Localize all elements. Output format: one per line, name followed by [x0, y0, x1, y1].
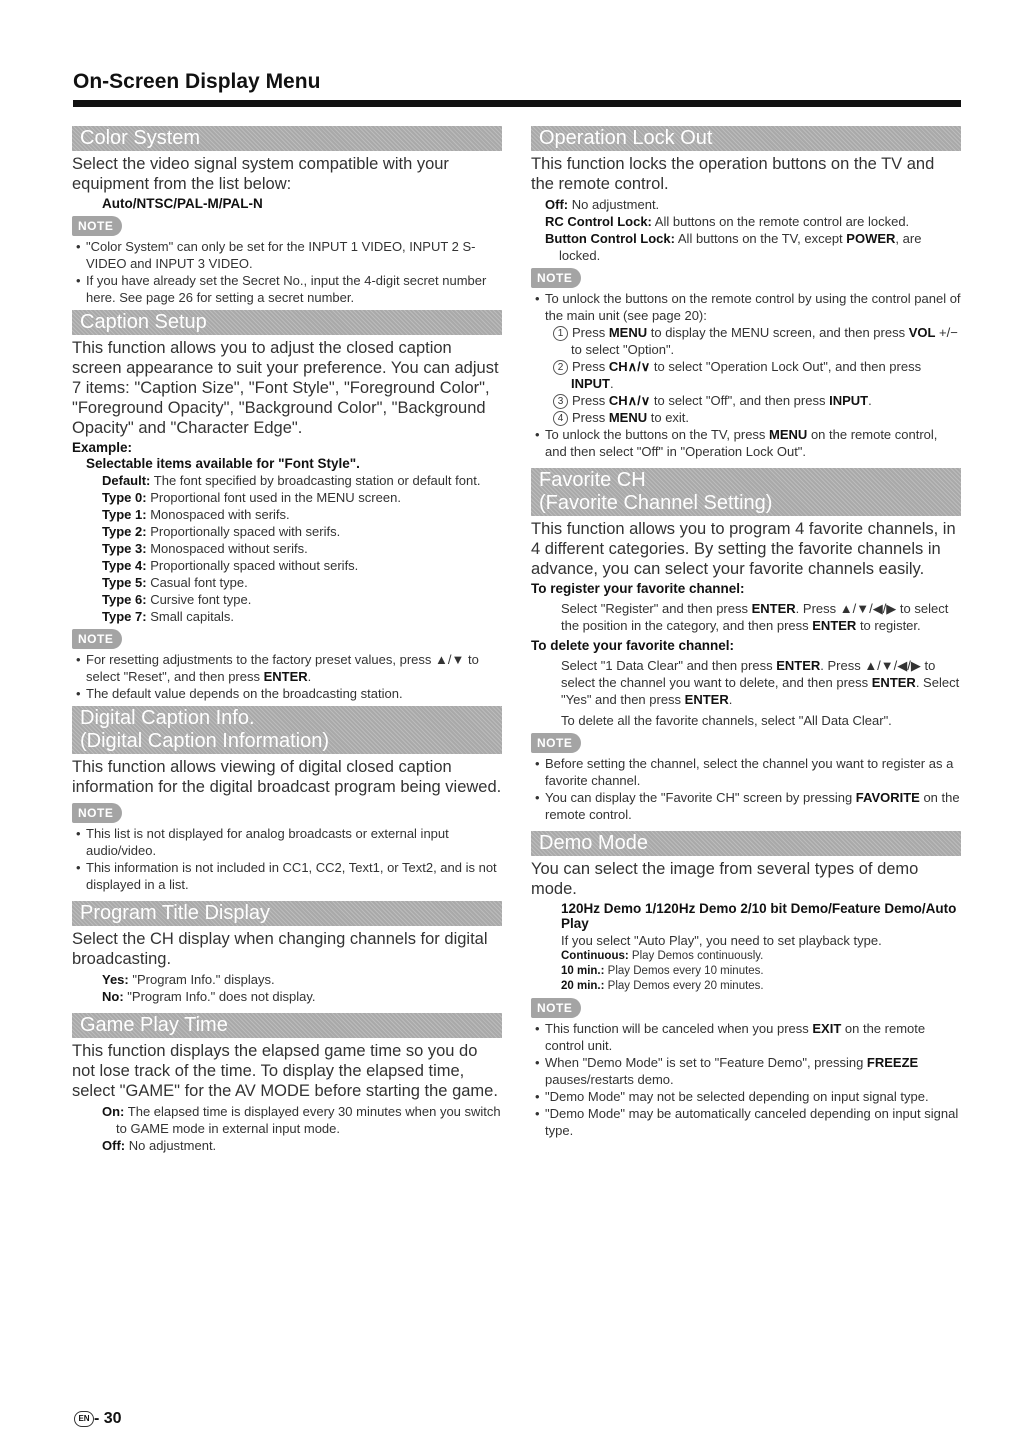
- program-title-item: No: "Program Info." does not display.: [102, 989, 316, 1004]
- favorite-note-2: • You can display the "Favorite CH" screen by pressing FAVORITE on the remote control.: [531, 789, 961, 823]
- font-style-item: Type 7: Small capitals.: [102, 609, 234, 624]
- font-style-item: Type 3: Monospaced without serifs.: [102, 541, 308, 556]
- color-system-note-2: • If you have already set the Secret No., input the 4-digit secret number here. See page 26 for setting a secret number.: [72, 272, 502, 306]
- demo-item: Continuous: Play Demos continuously.: [561, 950, 764, 962]
- operation-lock-step: 2 Press CH∧/∨ to select "Operation Lock Out", and then press INPUT.: [531, 358, 961, 392]
- note-badge: NOTE: [72, 216, 122, 236]
- digital-caption-intro: This function allows viewing of digital closed caption information for the digital broadcast program being viewed.: [72, 758, 502, 796]
- game-play-item: Off: No adjustment.: [102, 1138, 217, 1153]
- note-badge: NOTE: [72, 803, 122, 823]
- favorite-banner: [531, 468, 961, 516]
- digital-caption-note-1: • This list is not displayed for analog broadcasts or external input audio/video.: [72, 825, 502, 859]
- note-badge: NOTE: [531, 733, 581, 753]
- program-title-banner: [72, 901, 502, 926]
- note-badge: NOTE: [531, 998, 581, 1018]
- note-badge: NOTE: [531, 268, 581, 288]
- digital-caption-subtitle: (Digital Caption Information): [80, 730, 329, 752]
- font-style-item: Type 2: Proportionally spaced with serifs.: [102, 524, 341, 539]
- caption-example-label: Example:: [72, 440, 133, 455]
- font-style-item: Default: The font specified by broadcasting station or default font.: [102, 473, 481, 488]
- color-system-intro: Select the video signal system compatible with your equipment from the list below:: [72, 155, 449, 193]
- demo-note-2: • When "Demo Mode" is set to "Feature Demo", pressing FREEZE pauses/restarts demo.: [531, 1054, 961, 1088]
- color-system-note-1: • "Color System" can only be set for the INPUT 1 VIDEO, INPUT 2 S-VIDEO and INPUT 3 VIDEO.: [72, 238, 502, 272]
- font-style-item: Type 1: Monospaced with serifs.: [102, 507, 290, 522]
- demo-item: 10 min.: Play Demos every 10 minutes.: [561, 965, 764, 977]
- digital-caption-note-2: • This information is not included in CC1, CC2, Text1, or Text2, and is not displayed in a list.: [72, 859, 502, 893]
- right-column: [531, 126, 961, 1139]
- caption-selectable-label: Selectable items available for "Font Style".: [86, 456, 360, 471]
- demo-item: 20 min.: Play Demos every 20 minutes.: [561, 980, 764, 992]
- caption-setup-intro: This function allows you to adjust the closed caption screen appearance to suit your preference. You can adjust 7 items: "Caption Size", "Font Style", "Foreground Color", "Foreground Opacity", "Background Color", "Background Opacity" and "Character Edge".: [72, 339, 499, 437]
- favorite-register-label: To register your favorite channel:: [531, 581, 745, 596]
- header-rule: [73, 100, 961, 107]
- font-style-item: Type 4: Proportionally spaced without serifs.: [102, 558, 359, 573]
- favorite-delete-label: To delete your favorite channel:: [531, 638, 735, 653]
- favorite-note-1: • Before setting the channel, select the channel you want to register as a favorite channel.: [531, 755, 961, 789]
- program-title-item: Yes: "Program Info." displays.: [102, 972, 275, 987]
- favorite-delete-text: Select "1 Data Clear" and then press ENTER. Press ▲/▼/◀/▶ to select the channel you want to delete, and then press ENTER. Select "Yes" and then press ENTER.: [561, 658, 960, 707]
- demo-note-1: • This function will be canceled when you press EXIT on the remote control unit.: [531, 1020, 961, 1054]
- favorite-intro: This function allows you to program 4 favorite channels, in 4 different categories. By setting the favorite channels in advance, you can select your favorite channels easily.: [531, 520, 956, 578]
- operation-lock-title: Operation Lock Out: [539, 127, 713, 149]
- page-number: EN - 30: [74, 1410, 122, 1428]
- digital-caption-title: Digital Caption Info.: [80, 707, 255, 729]
- game-play-item: On: The elapsed time is displayed every 30 minutes when you switch to GAME mode in external input mode.: [102, 1104, 501, 1136]
- operation-lock-note-2: • To unlock the buttons on the TV, press MENU on the remote control, and then select "Off" in "Operation Lock Out".: [531, 426, 961, 460]
- page-header-title: On-Screen Display Menu: [73, 70, 321, 93]
- color-system-title: Color System: [80, 127, 201, 149]
- program-title-intro: Select the CH display when changing channels for digital broadcasting.: [72, 930, 488, 968]
- demo-banner: [531, 831, 961, 856]
- demo-note-4: • "Demo Mode" may be automatically canceled depending on input signal type.: [531, 1105, 961, 1139]
- demo-intro: You can select the image from several types of demo mode.: [531, 860, 919, 898]
- color-system-banner: [72, 126, 502, 151]
- operation-lock-item: RC Control Lock: All buttons on the remote control are locked.: [545, 214, 910, 229]
- operation-lock-step: 4 Press MENU to exit.: [531, 409, 961, 426]
- operation-lock-banner: [531, 126, 961, 151]
- favorite-register-text: Select "Register" and then press ENTER. Press ▲/▼/◀/▶ to select the position in the category, and then press ENTER to register.: [561, 601, 949, 633]
- favorite-title: Favorite CH: [539, 469, 646, 491]
- demo-options: 120Hz Demo 1/120Hz Demo 2/10 bit Demo/Feature Demo/Auto Play: [561, 901, 957, 931]
- program-title-title: Program Title Display: [80, 902, 271, 924]
- caption-note-1: • For resetting adjustments to the factory preset values, press ▲/▼ to select "Reset", and then press ENTER.: [72, 651, 502, 685]
- operation-lock-step: 1 Press MENU to display the MENU screen, and then press VOL +/− to select "Option".: [531, 324, 961, 358]
- operation-lock-intro: This function locks the operation buttons on the TV and the remote control.: [531, 155, 935, 193]
- digital-caption-banner: [72, 706, 502, 754]
- font-style-item: Type 6: Cursive font type.: [102, 592, 252, 607]
- game-play-title: Game Play Time: [80, 1014, 228, 1036]
- game-play-banner: [72, 1013, 502, 1038]
- caption-setup-title: Caption Setup: [80, 311, 207, 333]
- favorite-delete-all: To delete all the favorite channels, select "All Data Clear".: [561, 713, 892, 728]
- caption-setup-banner: [72, 310, 502, 335]
- demo-auto-play: If you select "Auto Play", you need to set playback type.: [561, 933, 882, 948]
- left-column: [72, 126, 502, 1154]
- operation-lock-item: Button Control Lock: All buttons on the TV, except POWER, are locked.: [545, 231, 922, 263]
- game-play-intro: This function displays the elapsed game time so you do not lose track of the time. To display the elapsed time, select "GAME" for the AV MODE before starting the game.: [72, 1042, 498, 1100]
- note-badge: NOTE: [72, 629, 122, 649]
- demo-note-3: • "Demo Mode" may not be selected depending on input signal type.: [531, 1088, 961, 1105]
- favorite-subtitle: (Favorite Channel Setting): [539, 492, 773, 514]
- caption-note-2: • The default value depends on the broadcasting station.: [72, 685, 502, 702]
- font-style-item: Type 5: Casual font type.: [102, 575, 248, 590]
- font-style-item: Type 0: Proportional font used in the MENU screen.: [102, 490, 401, 505]
- language-badge: EN: [74, 1411, 94, 1427]
- color-system-options: Auto/NTSC/PAL-M/PAL-N: [102, 196, 263, 211]
- operation-lock-note-1: • To unlock the buttons on the remote control by using the control panel of the main unit (see page 20):: [531, 290, 961, 324]
- demo-title: Demo Mode: [539, 832, 648, 854]
- operation-lock-step: 3 Press CH∧/∨ to select "Off", and then press INPUT.: [531, 392, 961, 409]
- operation-lock-item: Off: No adjustment.: [545, 197, 660, 212]
